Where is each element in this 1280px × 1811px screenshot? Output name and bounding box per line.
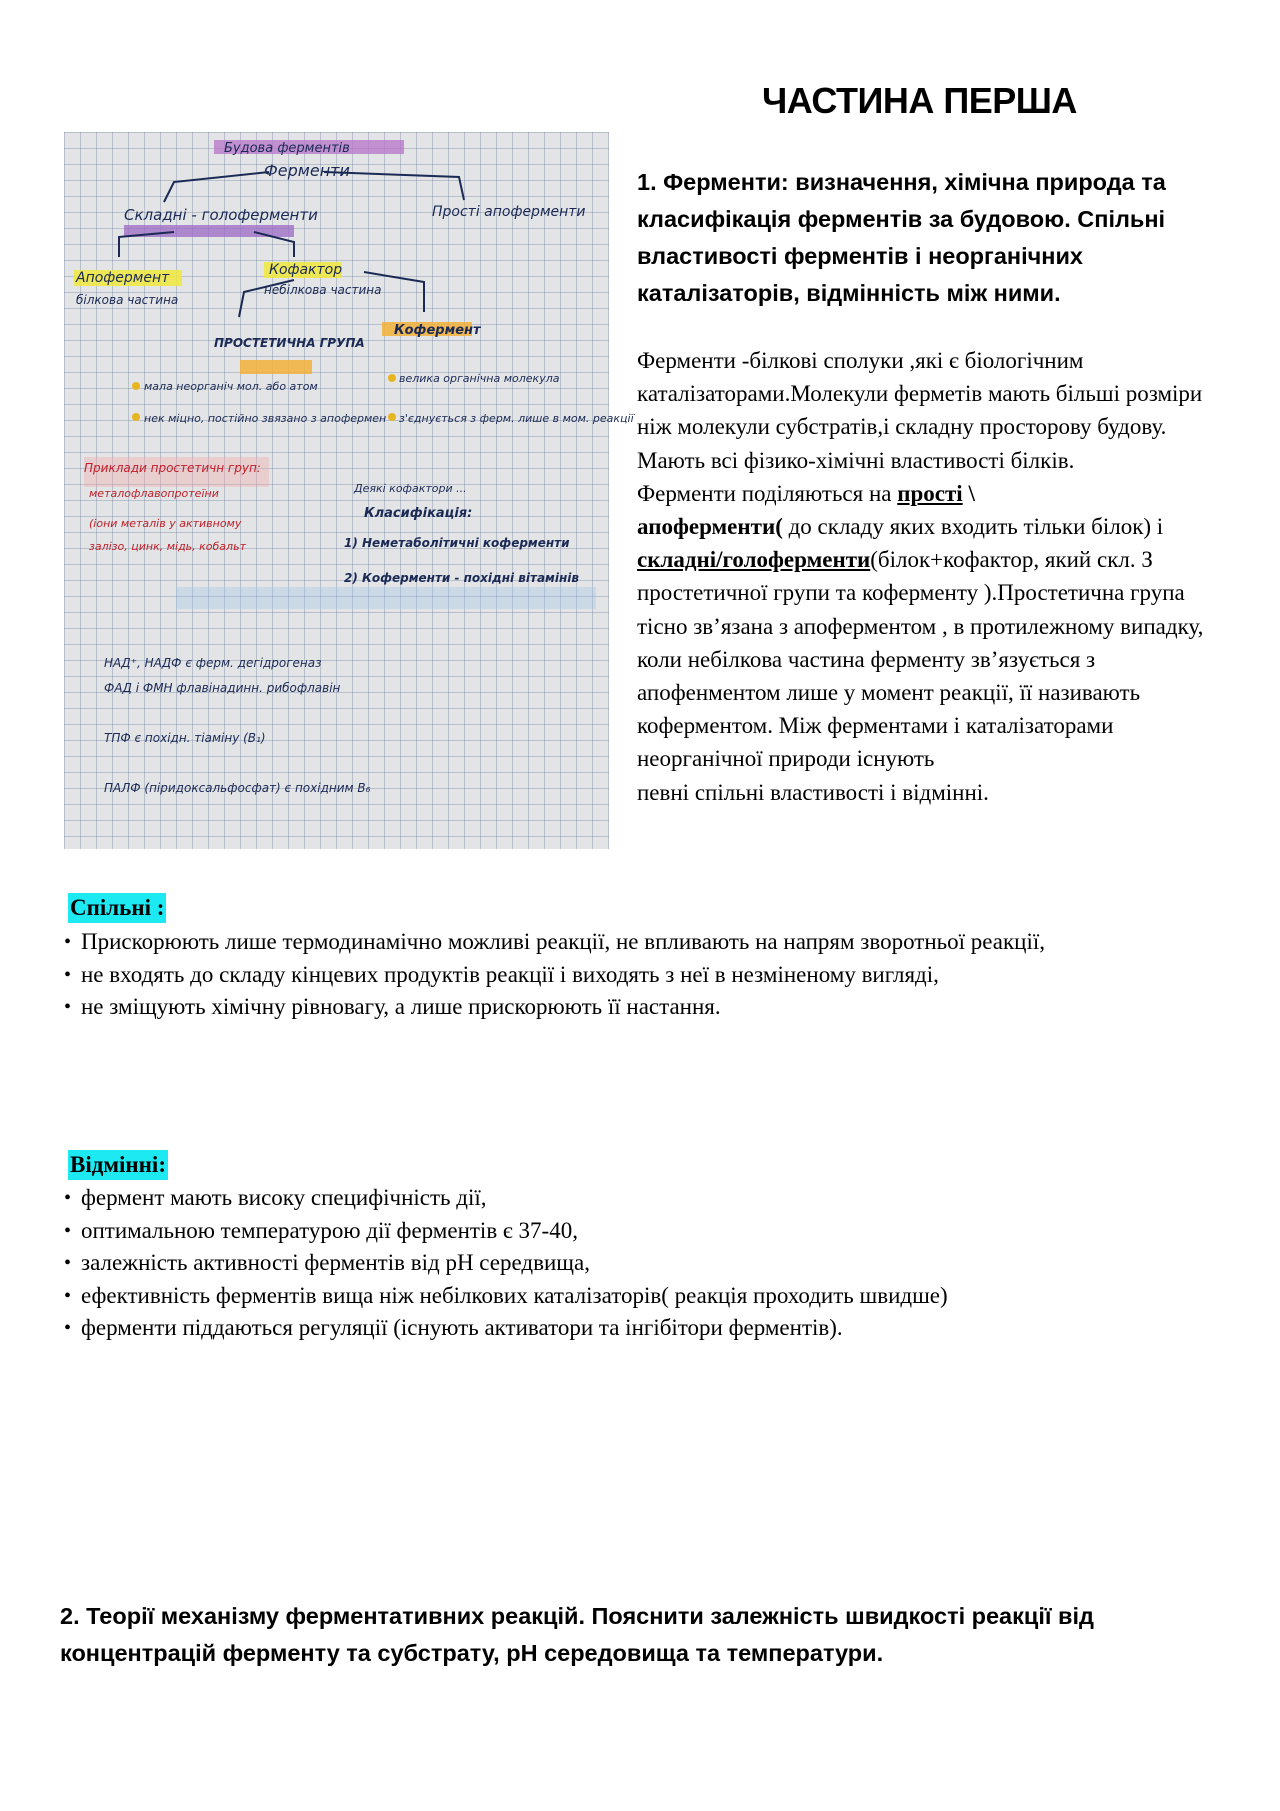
list-item: • не входять до складу кінцевих продуктів реакції і виходять з неї в незміненому вигляді, xyxy=(64,959,1224,992)
p3-c: до складу яких входить тільки білок) і xyxy=(782,514,1164,540)
nb-examples: металофлавопротеїни xyxy=(89,487,219,500)
p1: Ферменти -білкові сполуки ,які є біологічним каталізаторами.Молекули ферметів мають більші розміри ніж молекули субстратів,і складну просторову будову. xyxy=(637,348,1203,440)
common-label: Спільні : xyxy=(68,893,166,923)
blue-highlight xyxy=(176,587,596,609)
common-list xyxy=(64,926,1224,1024)
p3-d: (білок+кофактор, який скл. З простетичної групи та коферменту ).Простетична група тісно зв’язана з апоферментом , в протилежному випадку, коли небілкова частина ферменту зв’язується з апофенментом лише у момент реакції, її називають коферментом. Між ферментами і каталізаторами неорганічної природи існують xyxy=(637,547,1204,772)
nb-classification: Класифікація: xyxy=(364,506,473,521)
nb-prosthetic: ПРОСТЕТИЧНА ГРУПА xyxy=(214,336,365,350)
nb-cofactor: Кофактор xyxy=(269,262,343,278)
notebook-drawing xyxy=(64,132,634,849)
nb-examples-title: Приклади простетичн груп: xyxy=(84,461,261,475)
notebook-photo xyxy=(64,132,634,849)
list-item: • ферменти піддаються регуляції (існують активатори та інгібітори ферментів). xyxy=(64,1312,1224,1345)
section1-heading: 1. Ферменти: визначення, хімічна природа та класифікація ферментів за будовою. Спільні властивості ферментів і неорганічних каталізаторів, відмінність між ними. xyxy=(637,169,1166,306)
nb-vit2: ФАД і ФМН флавінадинн. рибофлавін xyxy=(104,681,341,695)
simple-enzymes-term: прості xyxy=(897,480,963,506)
nb-vit1: НАД⁺, НАДФ є ферм. дегідрогеназ xyxy=(104,656,322,670)
different-list xyxy=(64,1182,1224,1345)
nb-vit3: ТПФ є похідн. тіаміну (В₁) xyxy=(104,731,266,745)
list-item: • оптимальною температурою дії ферментів є 37-40, xyxy=(64,1215,1224,1248)
nb-coenz-b2: з'єднується з ферм. лише в мом. реакції xyxy=(399,412,634,425)
list-item: • ефективність ферментів вища ніж небілкових каталізаторів( реакція проходить швидше) xyxy=(64,1280,1224,1313)
nb-examples2: (іони металів у активному xyxy=(89,517,242,530)
list-item: • фермент мають високу специфічність дії, xyxy=(64,1182,1224,1215)
p3-e: певні спільні властивості і відмінні. xyxy=(637,779,989,805)
nb-coenzyme: Кофермент xyxy=(394,323,481,338)
page-title: ЧАСТИНА ПЕРША xyxy=(762,80,1077,121)
nb-class2: 2) Коферменти - похідні вітамінів xyxy=(344,571,579,585)
nb-apo-desc: білкова частина xyxy=(76,293,179,307)
nb-class1: 1) Неметаболітичні коферменти xyxy=(344,536,570,550)
nb-coenz-b1: велика органічна молекула xyxy=(399,372,560,385)
prosthetic-highlight xyxy=(240,360,312,374)
nb-metals: залізо, цинк, мідь, кобальт xyxy=(89,540,246,553)
nb-prost-b1: мала неорганіч мол. або атом xyxy=(144,380,318,393)
list-item: • Прискорюють лише термодинамічно можливі реакції, не впливають на напрям зворотньої реакції, xyxy=(64,926,1224,959)
p3-b: \ xyxy=(962,480,975,506)
nb-prost-b2: нек міцно, постійно звязано з апофермен xyxy=(144,412,387,425)
section1-body xyxy=(637,344,1227,809)
nb-cofactor-desc: небілкова частина xyxy=(264,283,382,297)
nb-title: Будова ферментів xyxy=(224,141,350,156)
nb-vit4: ПАЛФ (піридоксальфосфат) є похідним В₆ xyxy=(104,781,371,795)
section2-heading: 2. Теорії механізму ферментативних реакцій. Пояснити залежність швидкості реакції від концентрацій ферменту та субстрату, pH середовища та температури. xyxy=(60,1603,1094,1666)
nb-complex: Складні - голоферменти xyxy=(124,206,318,224)
list-item: • залежність активності ферментів від pH середвища, xyxy=(64,1247,1224,1280)
apoenzymes-term: апоферменти( xyxy=(637,514,783,540)
nb-apoenzyme: Апофермент xyxy=(76,270,170,286)
different-label: Відмінні: xyxy=(68,1150,168,1180)
complex-enzymes-term: складні/голоферменти xyxy=(637,547,871,573)
nb-note: Деякі кофактори ... xyxy=(354,482,467,495)
list-item: • не зміщують хімічну рівновагу, а лише прискорюють її настання. xyxy=(64,991,1224,1024)
p2: Мають всі фізико-хімічні властивості білків. xyxy=(637,447,1075,473)
nb-simple: Прості апоферменти xyxy=(432,204,586,220)
nb-root: Ферменти xyxy=(264,161,350,180)
p3-a: Ферменти поділяються на xyxy=(637,480,898,506)
